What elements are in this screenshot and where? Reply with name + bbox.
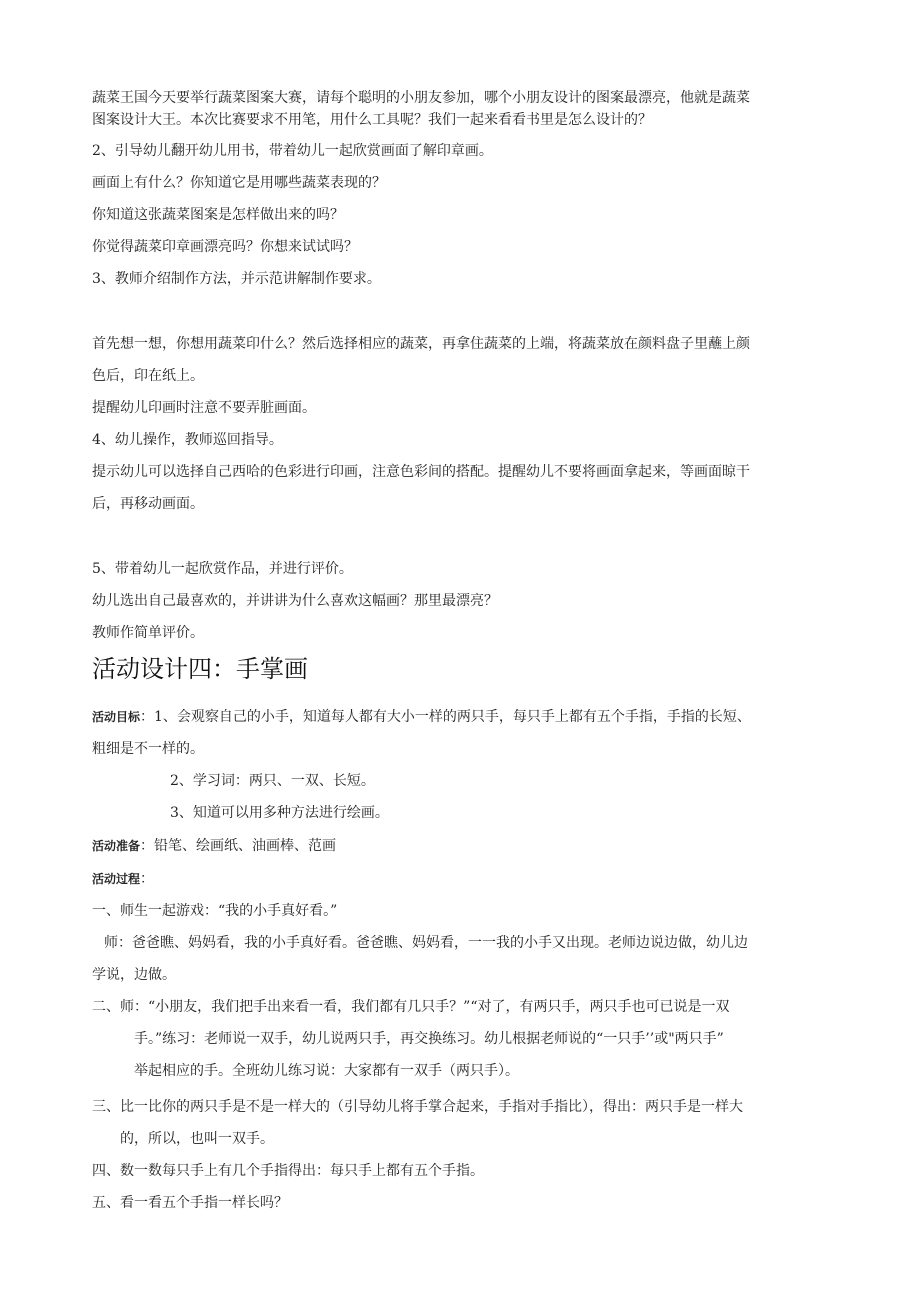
question-text: 你知道这张蔬菜图案是怎样做出来的吗？ bbox=[92, 207, 344, 223]
step-2-text: 2、引导幼儿翻开幼儿用书，带着幼儿一起欣赏画面了解印章画。 bbox=[92, 143, 493, 159]
body-text-line: 幼儿选出自己最喜欢的，并讲讲为什么喜欢这幅画？那里最漂亮？ bbox=[92, 593, 498, 609]
process-step: 五、看一看五个手指一样长吗？ bbox=[92, 1195, 288, 1211]
process-step: 举起相应的手。全班幼儿练习说：大家都有一双手（两只手）。 bbox=[134, 1063, 519, 1079]
process-colon: ： bbox=[140, 871, 155, 887]
process-line bbox=[92, 869, 154, 889]
goal-line: 2、学习词：两只、一双、长短。 bbox=[170, 773, 375, 789]
prep-label: 活动准备 bbox=[92, 839, 141, 853]
process-step: 师：爸爸瞧、妈妈看，我的小手真好看。爸爸瞧、妈妈看，一一我的小手又出现。老师边说边做，幼儿边 bbox=[104, 935, 748, 951]
body-text-line: 后，再移动画面。 bbox=[92, 496, 204, 512]
step-3-text: 3、教师介绍制作方法，并示范讲解制作要求。 bbox=[92, 271, 381, 287]
process-step: 三、比一比你的两只手是不是一样大的（引导幼儿将手掌合起来，手指对手指比），得出：两只手是一样大 bbox=[92, 1099, 743, 1115]
prep-text: ：铅笔、绘画纸、油画棒、范画 bbox=[140, 838, 337, 854]
step-5-text: 5、带着幼儿一起欣赏作品，并进行评价。 bbox=[92, 561, 353, 577]
question-text: 画面上有什么？你知道它是用哪些蔬菜表现的？ bbox=[92, 175, 386, 191]
goal-line: 3、知道可以用多种方法进行绘画。 bbox=[170, 805, 389, 821]
body-text-line: 图案设计大王。本次比赛要求不用笔，用什么工具呢？我们一起来看看书里是怎么设计的？ bbox=[92, 112, 652, 128]
body-text-line: 色后，印在纸上。 bbox=[92, 368, 204, 384]
section-heading: 活动设计四：手掌画 bbox=[92, 655, 308, 683]
body-text-line: 提醒幼儿印画时注意不要弄脏画面。 bbox=[92, 400, 316, 416]
process-step: 学说，边做。 bbox=[92, 967, 176, 983]
body-text-line: 教师作简单评价。 bbox=[92, 625, 204, 641]
process-step: 手。”练习：老师说一双手，幼儿说两只手，再交换练习。幼儿根据老师说的“一只手’’或"两只手” bbox=[134, 1031, 724, 1047]
step-4-text: 4、幼儿操作，教师巡回指导。 bbox=[92, 432, 283, 448]
body-text-line: 首先想一想，你想用蔬菜印什么？然后选择相应的蔬菜，再拿住蔬菜的上端，将蔬菜放在颜料盘子里蘸上颜 bbox=[92, 336, 750, 352]
process-step: 四、数一数每只手上有几个手指得出：每只手上都有五个手指。 bbox=[92, 1163, 484, 1179]
body-text-line: 蔬菜王国今天要举行蔬菜图案大赛，请每个聪明的小朋友参加，哪个小朋友设计的图案最漂亮，他就是蔬菜 bbox=[92, 90, 750, 106]
process-step: 一、师生一起游戏：“我的小手真好看。” bbox=[92, 903, 338, 919]
prep-line bbox=[92, 836, 336, 856]
goal-text: ：1、会观察自己的小手，知道每人都有大小一样的两只手，每只手上都有五个手指，手指的长短、 bbox=[140, 709, 751, 725]
question-text: 你觉得蔬菜印章画漂亮吗？你想来试试吗？ bbox=[92, 239, 358, 255]
process-step: 二、师：“小朋友，我们把手出来看一看，我们都有几只手？”“对了，有两只手，两只手也可已说是一双 bbox=[92, 999, 730, 1015]
goal-line bbox=[92, 707, 751, 727]
goal-label: 活动目标 bbox=[92, 710, 141, 724]
body-text-line: 提示幼儿可以选择自己西哈的色彩进行印画，注意色彩间的搭配。提醒幼儿不要将画面拿起来，等画面晾干 bbox=[92, 464, 750, 480]
process-step: 的，所以，也叫一双手。 bbox=[120, 1131, 274, 1147]
goal-line: 粗细是不一样的。 bbox=[92, 741, 204, 757]
process-label: 活动过程 bbox=[92, 872, 141, 886]
